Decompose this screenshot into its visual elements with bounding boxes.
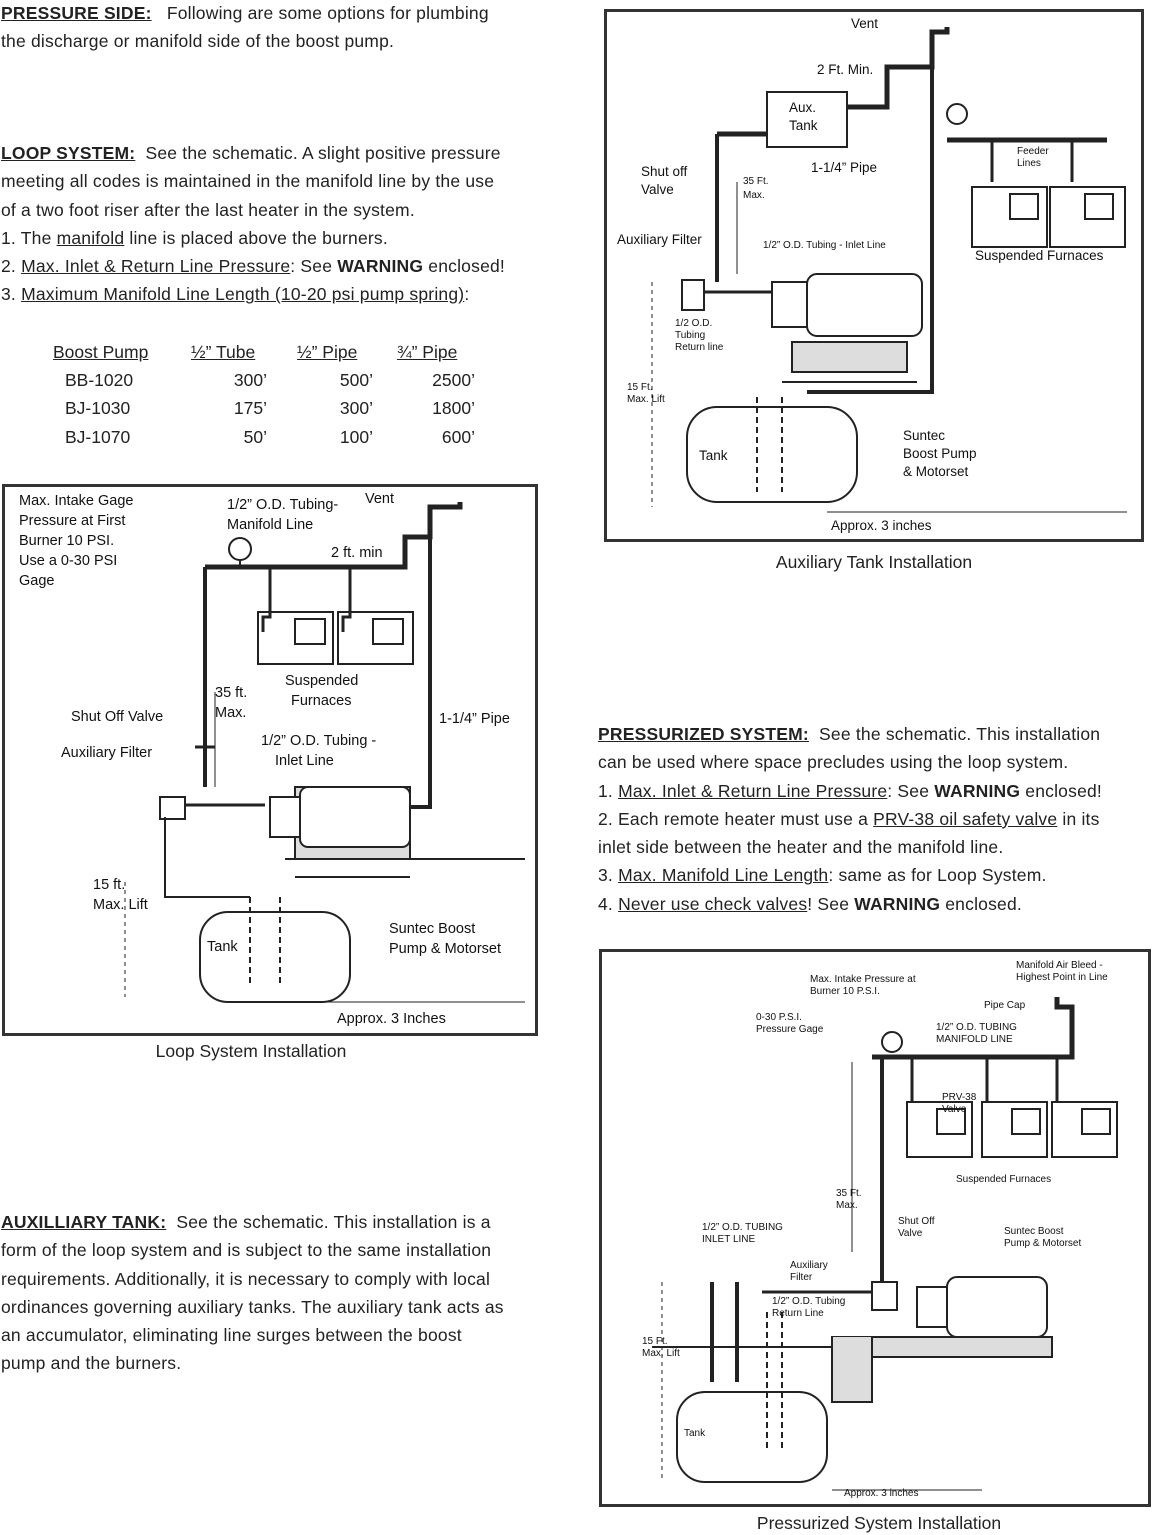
press-pump-label-1: Suntec Boost: [1004, 1226, 1064, 1237]
loop-lift-label-2: Max. Lift: [93, 897, 148, 913]
aux-tank-diagram: [604, 9, 1144, 542]
table-cell: BB-1020: [65, 369, 134, 390]
press-35ft-label-2: Max.: [836, 1200, 858, 1211]
aux-pump-label-3: & Motorset: [903, 464, 969, 479]
loop-tank-label: Tank: [207, 939, 238, 955]
pressurized-paragraph: [598, 720, 1164, 918]
press-gage-label-2: Pressure Gage: [756, 1024, 824, 1035]
pressurized-line-1: See the schematic. This installation: [819, 724, 1101, 744]
table-row: [53, 395, 477, 423]
aux-approx-label: Approx. 3 inches: [831, 518, 932, 533]
table-header: ¾” Pipe: [397, 341, 458, 362]
loop-gage-note-4: Use a 0-30 PSI: [19, 553, 118, 569]
press-return-label-2: Return Line: [772, 1308, 824, 1319]
loop-item-2: 2. Max. Inlet & Return Line Pressure: See WARNING enclosed!: [1, 256, 505, 277]
pressurized-item-2: 2. Each remote heater must use a PRV-38 oil safety valve in its: [598, 808, 1100, 829]
aux-feeder-label-1: Feeder: [1017, 146, 1049, 157]
loop-35ft-label-1: 35 ft.: [215, 685, 248, 701]
loop-35ft-label-2: Max.: [215, 705, 247, 721]
aux-tank-paragraph: [1, 1208, 581, 1378]
aux-filter-label: Auxiliary Filter: [617, 232, 702, 247]
press-return-label-1: 1/2” O.D. Tubing: [772, 1296, 846, 1307]
aux-tank-line-1: See the schematic. This installation is a: [176, 1212, 491, 1232]
press-prv-label-1: PRV-38: [942, 1092, 977, 1103]
press-approx-label: Approx. 3 inches: [844, 1488, 919, 1499]
loop-pump-label-1: Suntec Boost: [389, 921, 476, 937]
press-gage-label-1: 0-30 P.S.I.: [756, 1012, 802, 1023]
press-shutoff-label-1: Shut Off: [898, 1216, 935, 1227]
loop-system-line-3: of a two foot riser after the last heater in the system.: [1, 199, 415, 220]
aux-2ft-label: 2 Ft. Min.: [817, 62, 874, 77]
table-cell: 500’: [339, 369, 373, 390]
aux-inlet-label: 1/2” O.D. Tubing - Inlet Line: [763, 240, 886, 251]
press-inlet-label-2: INLET LINE: [702, 1234, 756, 1245]
loop-2ft-label: 2 ft. min: [331, 545, 383, 561]
press-furnaces-label: Suspended Furnaces: [956, 1174, 1052, 1185]
loop-inlet-label-2: Inlet Line: [275, 753, 334, 769]
press-bleed-label-2: Highest Point in Line: [1016, 972, 1108, 983]
loop-item-3: 3. Maximum Manifold Line Length (10-20 psi pump spring):: [1, 284, 470, 305]
table-cell: 1800’: [432, 398, 475, 419]
pressurized-system-diagram: [599, 949, 1151, 1507]
pressurized-item-3: 3. Max. Manifold Line Length: same as for Loop System.: [598, 865, 1047, 886]
table-cell: 2500’: [432, 369, 475, 390]
loop-manifold-label-1: 1/2” O.D. Tubing-: [227, 497, 339, 513]
aux-tank-line-5: an accumulator, eliminating line surges between the boost: [1, 1325, 462, 1346]
aux-vent-label: Vent: [851, 16, 879, 31]
aux-lift-label-1: 15 Ft.: [627, 382, 653, 393]
aux-35ft-label-2: Max.: [743, 190, 765, 201]
aux-pipe-label: 1-1/4” Pipe: [811, 160, 878, 175]
loop-shutoff-label: Shut Off Valve: [71, 709, 164, 725]
loop-approx-label: Approx. 3 Inches: [337, 1011, 446, 1027]
pressurized-item-4: 4. Never use check valves! See WARNING enclosed.: [598, 893, 1022, 914]
press-35ft-label-1: 35 Ft.: [836, 1188, 862, 1199]
pipe-length-table: [53, 338, 477, 451]
pressurized-caption: Pressurized System Installation: [756, 1513, 1002, 1533]
loop-item-1: 1. The manifold line is placed above the burners.: [1, 227, 388, 248]
loop-filter-label: Auxiliary Filter: [61, 745, 153, 761]
pressure-side-paragraph: [1, 0, 581, 56]
aux-tank-box-label-2: Tank: [789, 118, 818, 133]
press-prv-label-2: Valve: [942, 1104, 967, 1115]
aux-tank-heading: AUXILLIARY TANK:: [1, 1212, 167, 1232]
aux-return-label-3: Return line: [675, 342, 724, 353]
table-cell: BJ-1070: [65, 426, 131, 447]
aux-return-label-1: 1/2 O.D.: [675, 318, 713, 329]
aux-tank-line-6: pump and the burners.: [1, 1353, 182, 1374]
loop-gage-note-2: Pressure at First: [19, 513, 126, 529]
loop-caption: Loop System Installation: [155, 1041, 347, 1061]
loop-gage-note-1: Max. Intake Gage: [19, 493, 134, 509]
press-lift-label-1: 15 Ft.: [642, 1336, 668, 1347]
aux-35ft-label-1: 35 Ft.: [743, 176, 769, 187]
table-cell: 175’: [233, 398, 267, 419]
table-row: [53, 366, 477, 394]
aux-feeder-label-2: Lines: [1017, 158, 1041, 169]
aux-pump-label-1: Suntec: [903, 428, 946, 443]
table-cell: 600’: [441, 426, 475, 447]
aux-tank-line-3: requirements. Additionally, it is necessary to comply with local: [1, 1268, 491, 1289]
aux-return-label-2: Tubing: [675, 330, 706, 341]
loop-lift-label-1: 15 ft.: [93, 877, 126, 893]
pressure-side-heading: PRESSURE SIDE:: [1, 3, 152, 23]
loop-inlet-label-1: 1/2” O.D. Tubing -: [261, 733, 377, 749]
table-header: ½” Tube: [191, 341, 256, 362]
press-intake-label-1: Max. Intake Pressure at: [810, 974, 916, 985]
table-header: Boost Pump: [53, 341, 149, 362]
aux-tank-label: Tank: [699, 448, 728, 463]
loop-pipe-label: 1-1/4” Pipe: [439, 711, 510, 727]
loop-vent-label: Vent: [365, 491, 395, 507]
table-cell: 50’: [243, 426, 267, 447]
press-inlet-label-1: 1/2” O.D. TUBING: [702, 1222, 783, 1233]
loop-system-diagram: [2, 484, 538, 1036]
table-header: ½” Pipe: [297, 341, 358, 362]
aux-lift-label-2: Max. Lift: [627, 394, 665, 405]
table-cell: 100’: [339, 426, 373, 447]
table-header-row: [53, 338, 477, 366]
loop-manifold-label-2: Manifold Line: [227, 517, 314, 533]
press-filter-label-1: Auxiliary: [790, 1260, 828, 1271]
pressurized-item-1: 1. Max. Inlet & Return Line Pressure: See WARNING enclosed!: [598, 780, 1102, 801]
press-pump-label-2: Pump & Motorset: [1004, 1238, 1082, 1249]
pressure-side-line-2: the discharge or manifold side of the boost pump.: [1, 31, 395, 52]
press-manifold-label-1: 1/2” O.D. TUBING: [936, 1022, 1017, 1033]
press-intake-label-2: Burner 10 P.S.I.: [810, 986, 880, 997]
aux-shutoff-label-1: Shut off: [641, 164, 688, 179]
loop-system-line-1: See the schematic. A slight positive pressure: [145, 143, 501, 163]
loop-system-heading: LOOP SYSTEM:: [1, 143, 136, 163]
aux-tank-box-label-1: Aux.: [789, 100, 817, 115]
table-cell: 300’: [233, 369, 267, 390]
table-cell: BJ-1030: [65, 398, 131, 419]
press-shutoff-label-2: Valve: [898, 1228, 923, 1239]
table-row: [53, 423, 477, 451]
loop-gage-note-5: Gage: [19, 573, 55, 589]
pressure-side-line-1: Following are some options for plumbing: [166, 3, 489, 23]
pressurized-item-2-cont: inlet side between the heater and the manifold line.: [598, 837, 1004, 858]
pressurized-heading: PRESSURIZED SYSTEM:: [598, 724, 809, 744]
loop-system-line-2: meeting all codes is maintained in the manifold line by the use: [1, 171, 495, 192]
press-manifold-label-2: MANIFOLD LINE: [936, 1034, 1013, 1045]
aux-pump-label-2: Boost Pump: [903, 446, 977, 461]
loop-pump-label-2: Pump & Motorset: [389, 941, 502, 957]
aux-tank-line-4: ordinances governing auxiliary tanks. The auxiliary tank acts as: [1, 1296, 504, 1317]
loop-furnaces-label-2: Furnaces: [291, 693, 352, 709]
aux-tank-line-2: form of the loop system and is subject to the same installation: [1, 1240, 492, 1261]
press-bleed-label-1: Manifold Air Bleed -: [1016, 960, 1103, 971]
loop-gage-note-3: Burner 10 PSI.: [19, 533, 115, 549]
loop-furnaces-label-1: Suspended: [285, 673, 359, 689]
loop-system-paragraph: [1, 139, 581, 309]
press-lift-label-2: Max. Lift: [642, 1348, 680, 1359]
aux-shutoff-label-2: Valve: [641, 182, 674, 197]
aux-caption: Auxiliary Tank Installation: [775, 552, 973, 572]
table-cell: 300’: [339, 398, 373, 419]
press-pipecap-label: Pipe Cap: [984, 1000, 1026, 1011]
press-tank-label: Tank: [684, 1428, 706, 1439]
aux-furnaces-label: Suspended Furnaces: [975, 248, 1104, 263]
pressurized-line-2: can be used where space precludes using the loop system.: [598, 752, 1069, 773]
press-filter-label-2: Filter: [790, 1272, 813, 1283]
